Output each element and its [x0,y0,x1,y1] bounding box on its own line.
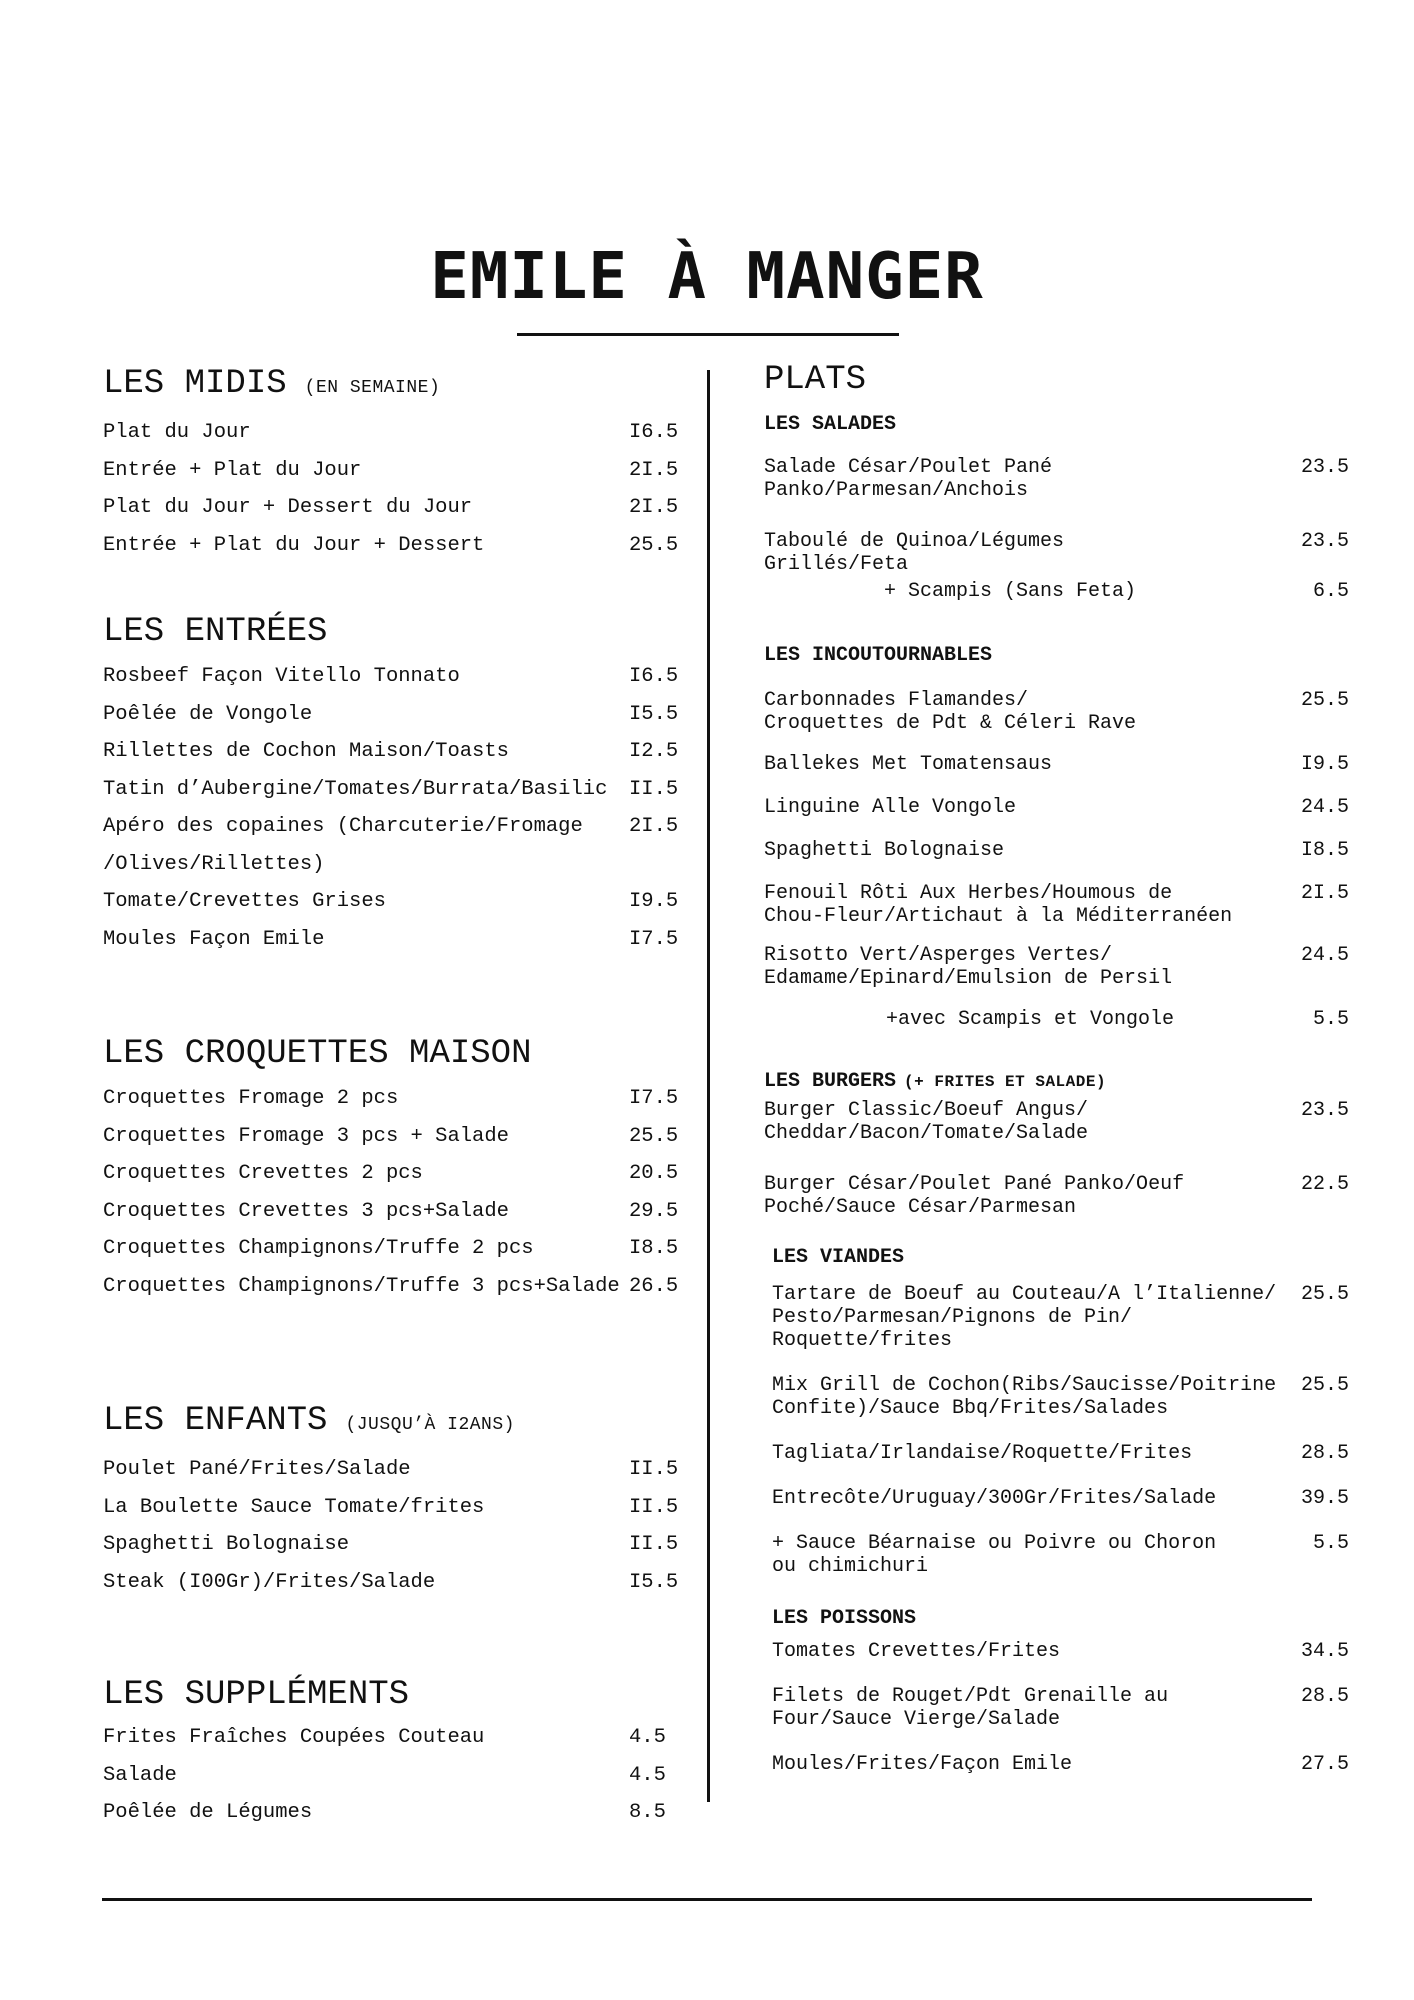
menu-item: Poulet Pané/Frites/Salade II.5 [103,1458,679,1481]
menu-item: Tatin d’Aubergine/Tomates/Burrata/Basilic II.5 [103,777,679,801]
subsection-heading-viandes: LES VIANDES [772,1246,905,1269]
menu-item: Mix Grill de Cochon(Ribs/Saucisse/Poitrine Confite)/Sauce Bbq/Frites/Salades 25.5 [772,1374,1349,1420]
menu-item: Linguine Alle Vongole 24.5 [764,796,1349,819]
croquettes-list [103,1080,683,1305]
right-column [764,360,1349,1776]
menu-item: + Scampis (Sans Feta) 6.5 [884,580,1349,603]
section-heading-supplements: LES SUPPLÉMENTS [103,1676,410,1714]
menu-item: Burger Classic/Boeuf Angus/ Cheddar/Bacon/Tomate/Salade 23.5 [764,1099,1349,1145]
section-note-enfants: (JUSQU’À I2ANS) [345,1415,515,1435]
section-heading-croquettes: LES CROQUETTES MAISON [103,1035,532,1073]
left-column [103,364,683,1832]
supplements-list [103,1719,683,1832]
menu-item: Taboulé de Quinoa/Légumes Grillés/Feta 23.5 [764,530,1349,576]
menu-item: Moules/Frites/Façon Emile 27.5 [772,1753,1349,1776]
midis-list [103,414,683,564]
menu-item: Rosbeef Façon Vitello Tonnato I6.5 [103,665,679,688]
menu-item: Apéro des copaines (Charcuterie/Fromage 2I.5 [103,815,679,838]
menu-item: /Olives/Rillettes) [103,852,325,876]
menu-item: Croquettes Crevettes 3 pcs+Salade 29.5 [103,1199,679,1223]
section-heading-midis: LES MIDIS (EN SEMAINE) [103,365,441,403]
menu-item: Croquettes Fromage 2 pcs I7.5 [103,1087,679,1110]
menu-item: Filets de Rouget/Pdt Grenaille au Four/Sauce Vierge/Salade 28.5 [772,1685,1349,1731]
menu-item: Fenouil Rôti Aux Herbes/Houmous de Chou-Fleur/Artichaut à la Méditerranéen 2I.5 [764,882,1349,928]
menu-item: Plat du Jour + Dessert du Jour 2I.5 [103,496,679,519]
menu-item: Steak (I00Gr)/Frites/Salade I5.5 [103,1570,679,1594]
menu-item: Croquettes Fromage 3 pcs + Salade 25.5 [103,1124,679,1148]
entrees-list [103,658,683,958]
menu-item: Ballekes Met Tomatensaus I9.5 [764,753,1349,776]
menu-item: + Sauce Béarnaise ou Poivre ou Choron ou chimichuri 5.5 [772,1532,1349,1578]
subsection-heading-burgers: LES BURGERS (+ FRITES ET SALADE) [764,1070,1107,1093]
subsection-heading-poissons: LES POISSONS [772,1607,917,1630]
menu-item: Tartare de Boeuf au Couteau/A l’Italienne/ Pesto/Parmesan/Pignons de Pin/ Roquette/frites 25.5 [772,1283,1349,1352]
subsection-note-burgers: (+ FRITES ET SALADE) [904,1073,1107,1091]
subsection-heading-incontournables: LES INCOUTOURNABLES [764,644,993,667]
menu-item: Frites Fraîches Coupées Couteau 4.5 [103,1726,666,1749]
menu-item: Poêlée de Vongole I5.5 [103,702,679,726]
menu-item: Entrecôte/Uruguay/300Gr/Frites/Salade 39.5 [772,1487,1349,1510]
menu-item: Croquettes Champignons/Truffe 3 pcs+Salade 26.5 [103,1274,679,1298]
menu-item: Risotto Vert/Asperges Vertes/ Edamame/Epinard/Emulsion de Persil 24.5 [764,944,1349,990]
menu-item: Spaghetti Bolognaise II.5 [103,1533,679,1556]
menu-item: Burger César/Poulet Pané Panko/Oeuf Poché/Sauce César/Parmesan 22.5 [764,1173,1349,1219]
menu-item: Carbonnades Flamandes/ Croquettes de Pdt & Céleri Rave 25.5 [764,689,1349,735]
menu-item: Salade César/Poulet Pané Panko/Parmesan/Anchois 23.5 [764,456,1349,502]
bottom-rule [102,1898,1312,1901]
section-heading-entrees: LES ENTRÉES [103,613,328,651]
menu-item: La Boulette Sauce Tomate/frites II.5 [103,1495,679,1519]
viandes-block [764,1245,1349,1776]
menu-item: Croquettes Champignons/Truffe 2 pcs I8.5 [103,1237,679,1260]
menu-item: Tomate/Crevettes Grises I9.5 [103,890,679,913]
column-divider [707,370,710,1802]
menu-item: Moules Façon Emile I7.5 [103,927,679,951]
menu-item: +avec Scampis et Vongole 5.5 [886,1008,1349,1031]
menu-item: Rillettes de Cochon Maison/Toasts I2.5 [103,740,679,763]
subsection-heading-salades: LES SALADES [764,413,897,436]
restaurant-title: EMILE À MANGER [430,240,984,314]
menu-item: Entrée + Plat du Jour 2I.5 [103,458,679,482]
menu-item: Tomates Crevettes/Frites 34.5 [772,1640,1349,1663]
menu-item: Entrée + Plat du Jour + Dessert 25.5 [103,533,679,557]
section-heading-enfants: LES ENFANTS (JUSQU’À I2ANS) [103,1402,515,1440]
section-note-midis: (EN SEMAINE) [304,378,441,398]
menu-item: Tagliata/Irlandaise/Roquette/Frites 28.5 [772,1442,1349,1465]
enfants-list [103,1451,683,1601]
menu-item: Plat du Jour I6.5 [103,421,679,444]
section-heading-plats: PLATS [764,361,867,399]
menu-item: Croquettes Crevettes 2 pcs 20.5 [103,1162,679,1185]
title-underline [517,333,899,336]
menu-item: Spaghetti Bolognaise I8.5 [764,839,1349,862]
menu-item: Poêlée de Légumes 8.5 [103,1801,666,1824]
menu-item: Salade 4.5 [103,1763,666,1787]
